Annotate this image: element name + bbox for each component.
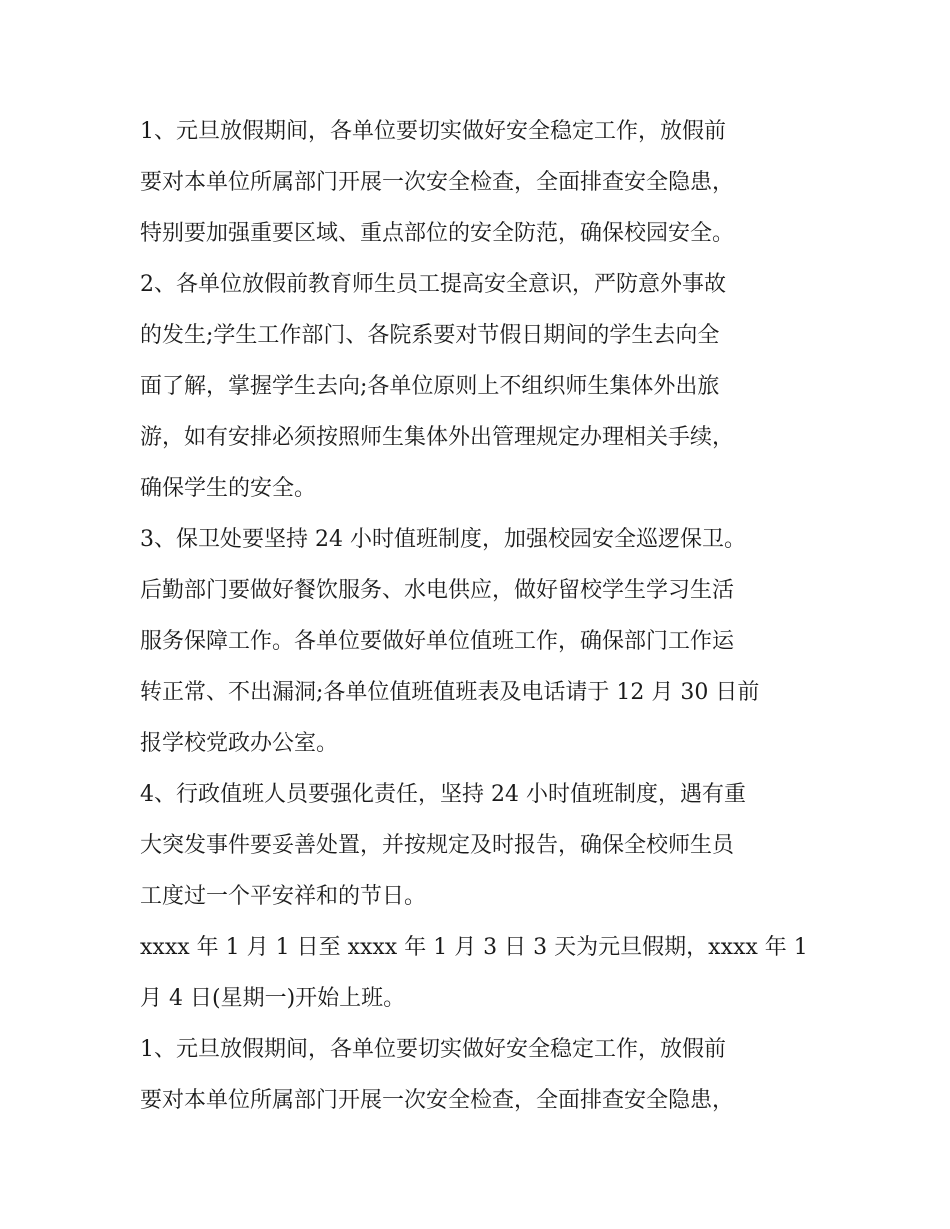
paragraph-item-4 bbox=[140, 769, 820, 922]
text-line: 服务保障工作。各单位要做好单位值班工作，确保部门工作运 bbox=[140, 629, 735, 654]
text-line: 转正常、不出漏洞;各单位值班值班表及电话请于 12 月 30 日前 bbox=[140, 680, 760, 705]
text-line: 工度过一个平安祥和的节日。 bbox=[140, 884, 427, 909]
paragraph-item-2 bbox=[140, 259, 820, 514]
text-line: 后勤部门要做好餐饮服务、水电供应，做好留校学生学习生活 bbox=[140, 578, 735, 603]
paragraph-item-3 bbox=[140, 514, 820, 769]
text-line: 2、各单位放假前教育师生员工提高安全意识，严防意外事故 bbox=[140, 272, 726, 297]
paragraph-item-1-repeat bbox=[140, 1024, 820, 1126]
text-line: 面了解，掌握学生去向;各单位原则上不组织师生集体外出旅 bbox=[140, 374, 720, 399]
text-line: 的发生;学生工作部门、各院系要对节假日期间的学生去向全 bbox=[140, 323, 720, 348]
document-body bbox=[140, 106, 820, 1126]
text-line: 月 4 日(星期一)开始上班。 bbox=[140, 986, 406, 1011]
text-line: 报学校党政办公室。 bbox=[140, 731, 339, 756]
text-line: 4、行政值班人员要强化责任，坚持 24 小时值班制度，遇有重 bbox=[140, 782, 746, 807]
text-line: xxxx 年 1 月 1 日至 xxxx 年 1 月 3 日 3 天为元旦假期，xxxx 年 1 bbox=[140, 935, 808, 960]
text-line: 要对本单位所属部门开展一次安全检查，全面排查安全隐患， bbox=[140, 170, 735, 195]
holiday-schedule-paragraph bbox=[140, 922, 820, 1024]
text-line: 1、元旦放假期间，各单位要切实做好安全稳定工作，放假前 bbox=[140, 1037, 726, 1062]
text-line: 1、元旦放假期间，各单位要切实做好安全稳定工作，放假前 bbox=[140, 119, 726, 144]
text-line: 要对本单位所属部门开展一次安全检查，全面排查安全隐患， bbox=[140, 1088, 735, 1113]
text-line: 确保学生的安全。 bbox=[140, 476, 317, 501]
text-line: 特别要加强重要区域、重点部位的安全防范，确保校园安全。 bbox=[140, 221, 735, 246]
paragraph-item-1 bbox=[140, 106, 820, 259]
text-line: 大突发事件要妥善处置，并按规定及时报告，确保全校师生员 bbox=[140, 833, 735, 858]
text-line: 3、保卫处要坚持 24 小时值班制度，加强校园安全巡逻保卫。 bbox=[140, 527, 746, 552]
text-line: 游，如有安排必须按照师生集体外出管理规定办理相关手续， bbox=[140, 425, 735, 450]
